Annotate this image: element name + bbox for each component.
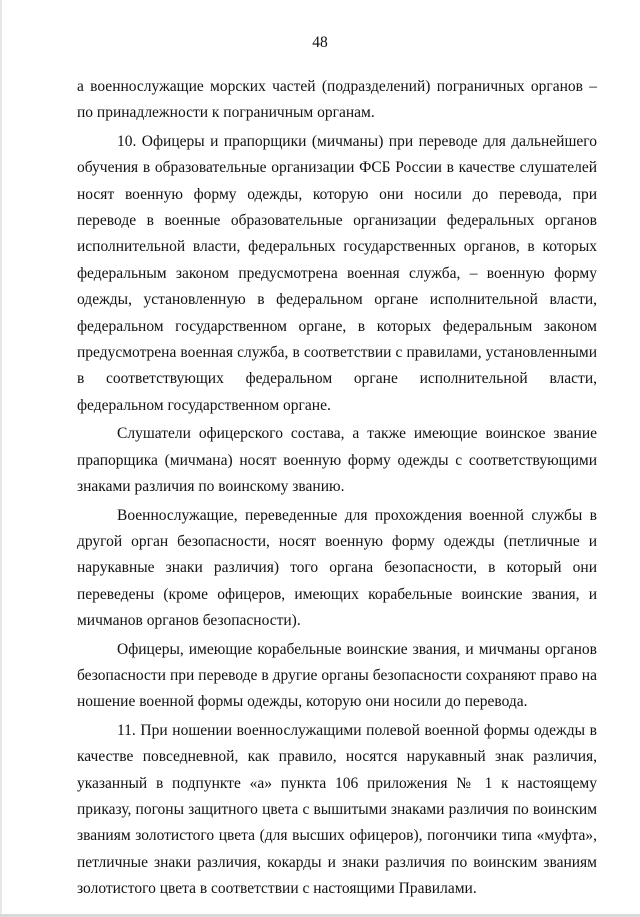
paragraph-transferred-servicemen: Военнослужащие, переведенные для прохождения военной службы в другой орган безопасности, носят военную форму одежды (петличные и нарукавные знаки различия) того органа безопасности, в который они переведены (кроме офицеров, имеющих корабельные воинские звания, и мичманов органов безопасности). (77, 506, 597, 630)
paragraph-item-10: 10. Офицеры и прапорщики (мичманы) при переводе для дальнейшего обучения в образовательные организации ФСБ России в качестве слушателей носят военную форму одежды, которую они носили до перевода, при переводе в военные образовательные организации федеральных органов исполнительной власти, федеральных государственных органов, в которых федеральным законом предусмотрена военная служба, – военную форму одежды, установленную в федеральном органе исполнительной власти, федеральном государственном органе, в которых федеральным законом предусмотрена военная служба, в соответствии с правилами, установленными в соответствующих федеральном органе исполнительной власти, федеральном государственном органе. (77, 132, 597, 414)
page-number: 48 (312, 34, 328, 51)
paragraph-officer-students: Слушатели офицерского состава, а также имеющие воинское звание прапорщика (мичмана) носят военную форму одежды с соответствующими знаками различия по воинскому званию. (77, 425, 597, 496)
scan-edge-shadow (0, 0, 2, 917)
document-body (77, 74, 597, 905)
paragraph-naval-officers: Офицеры, имеющие корабельные воинские звания, и мичманы органов безопасности при переводе в другие органы безопасности сохраняют право на ношение военной формы одежды, которую они носили до перевода. (77, 640, 597, 711)
paragraph-item-11: 11. При ношении военнослужащими полевой военной формы одежды в качестве повседневной, как правило, носятся нарукавный знак различия, указанный в подпункте «а» пункта 106 приложения № 1 к настоящему приказу, погоны защитного цвета с вышитыми знаками различия по воинским званиям золотистого цвета (для высших офицеров), погончики типа «муфта», петличные знаки различия, кокарды и знаки различия по воинским званиям золотистого цвета в соответствии с настоящими Правилами. (77, 721, 597, 898)
paragraph-continuation: а военнослужащие морских частей (подразделений) пограничных органов – по принадлежности к пограничным органам. (77, 78, 597, 122)
